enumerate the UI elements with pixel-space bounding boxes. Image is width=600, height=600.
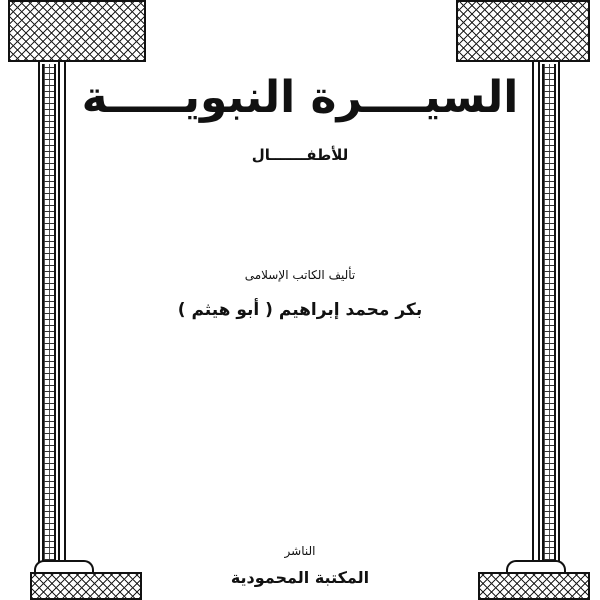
publisher-name: المكتبة المحمودية xyxy=(230,568,370,587)
book-subtitle: للأطفـــــــال xyxy=(251,146,349,164)
publisher-label: الناشر xyxy=(284,544,316,558)
right-capital-ornament xyxy=(456,0,590,62)
author-label: تأليف الكاتب الإسلامى xyxy=(244,268,356,282)
left-capital-ornament xyxy=(8,0,146,62)
book-title: السيــــرة النبويـــــة xyxy=(81,72,519,123)
author-name: بكر محمد إبراهيم ( أبو هيثم ) xyxy=(177,300,423,320)
